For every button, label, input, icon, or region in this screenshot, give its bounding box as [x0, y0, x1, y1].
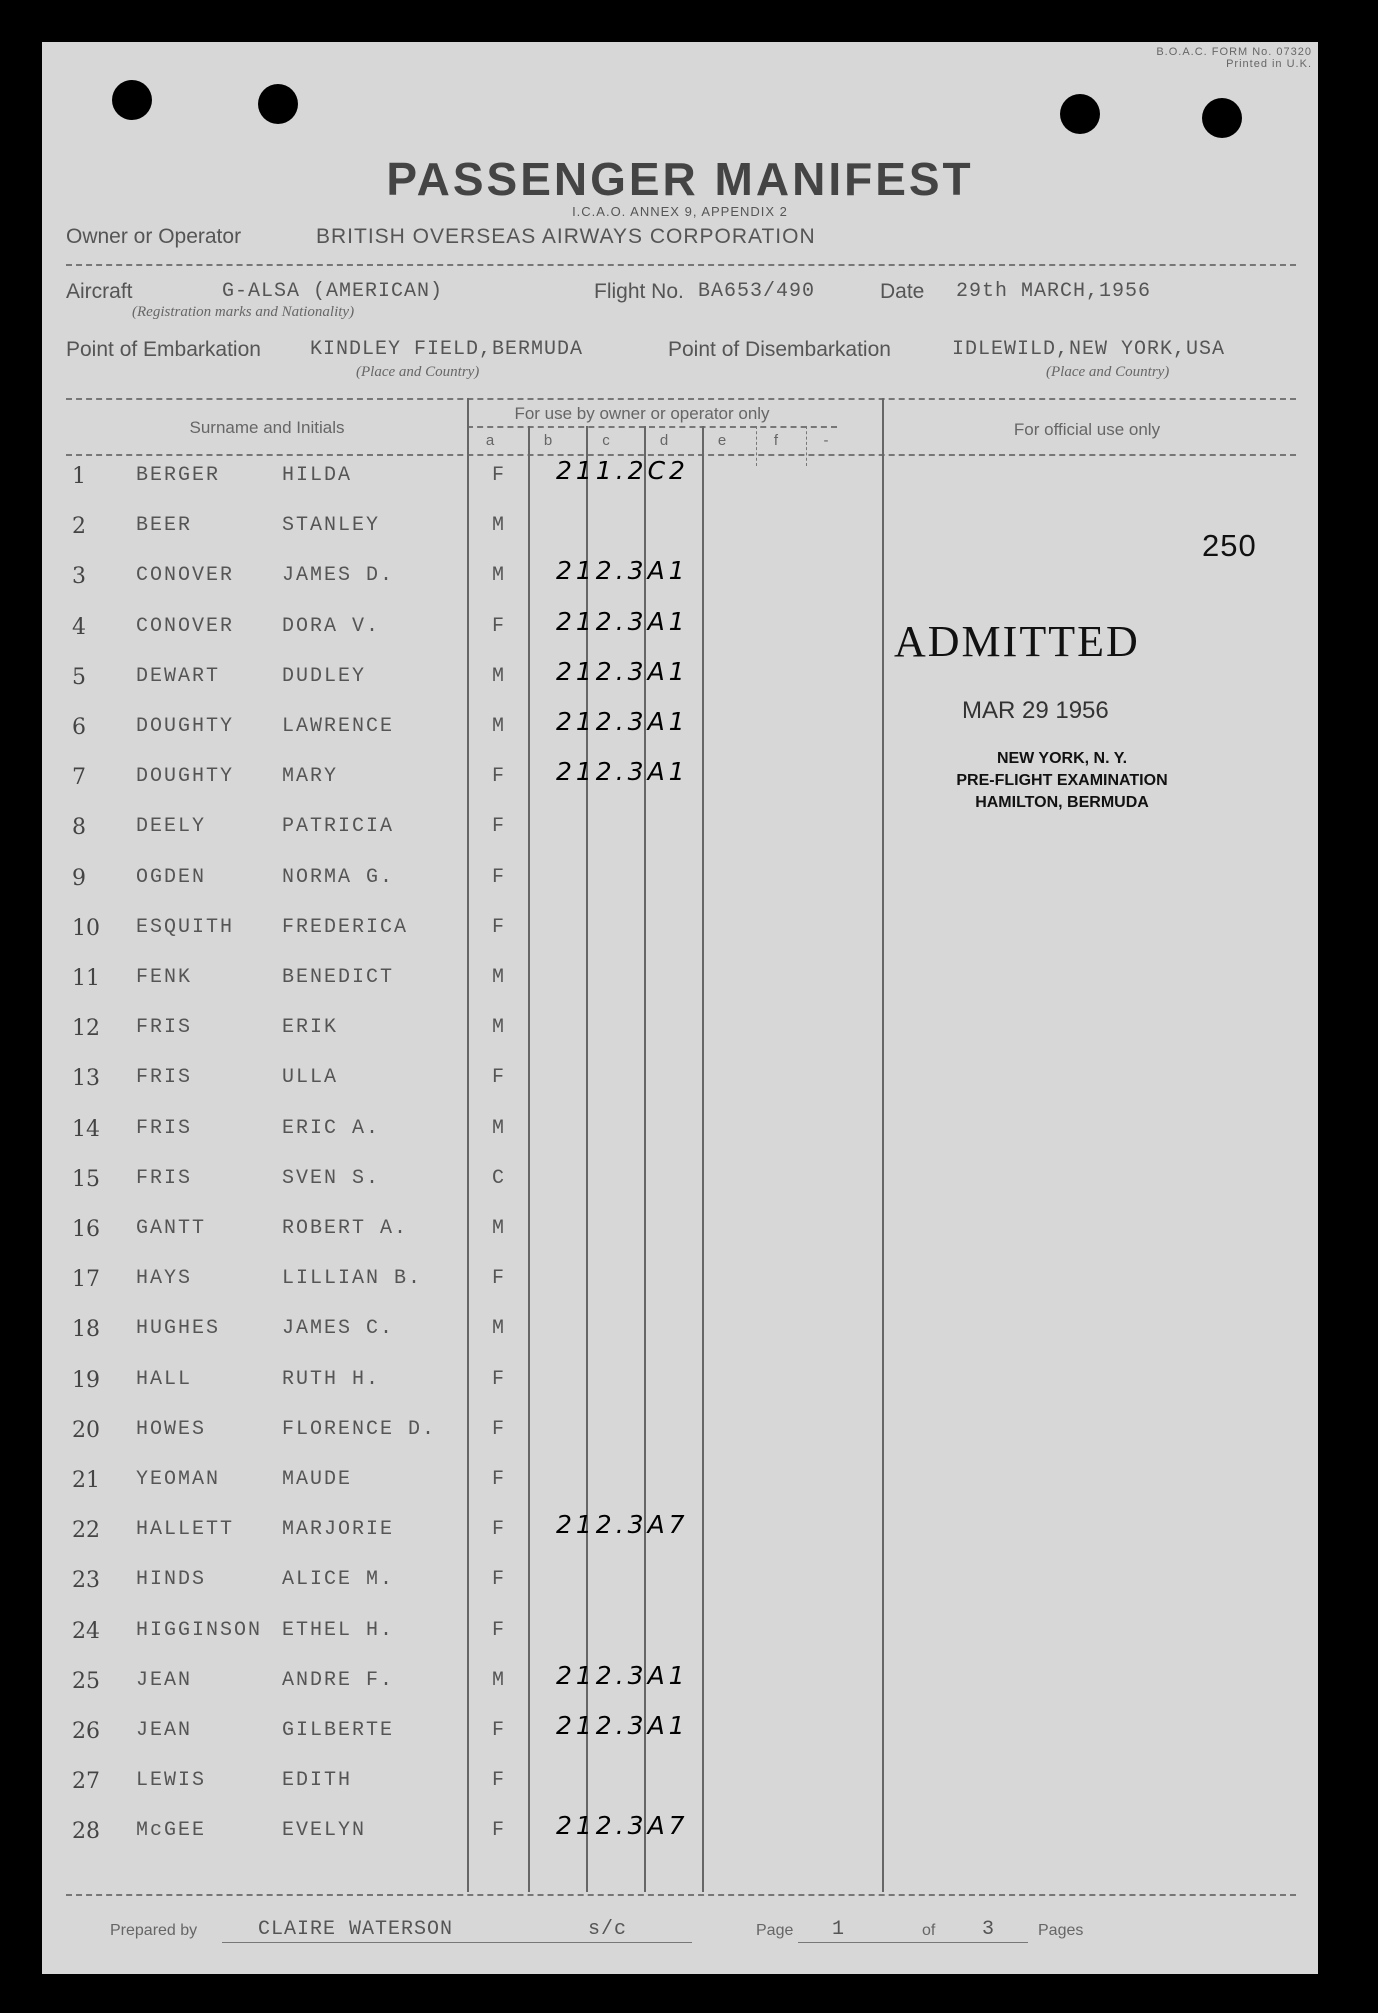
manifest-page [42, 42, 1318, 1974]
passenger-row [42, 655, 782, 705]
passenger-given-name: PATRICIA [282, 815, 395, 839]
printed-in-text: Printed in U.K. [1226, 58, 1312, 70]
divider [66, 1894, 1296, 1896]
passenger-given-name: ANDRE F. [282, 1668, 395, 1692]
passenger-number: 16 [72, 1217, 100, 1242]
divider [66, 264, 1296, 266]
passenger-given-name: LAWRENCE [282, 715, 395, 738]
punch-hole [258, 84, 298, 124]
passenger-surname: FRIS [136, 1116, 193, 1140]
passenger-number: 18 [72, 1317, 100, 1343]
passenger-sex: M [492, 1668, 505, 1692]
disembarkation-caption: (Place and Country) [1046, 364, 1170, 380]
flight-value: BA653/490 [698, 280, 816, 303]
passenger-surname: BERGER [136, 464, 221, 487]
passenger-row [42, 454, 782, 504]
prepared-by-value: CLAIRE WATERSON [258, 1918, 454, 1941]
operator-label: Owner or Operator [66, 225, 242, 248]
passenger-given-name: RUTH H. [282, 1367, 381, 1391]
divider [467, 426, 837, 428]
passenger-sex: F [492, 1618, 505, 1642]
passenger-row [42, 856, 782, 906]
passenger-row [42, 1759, 782, 1809]
passenger-row [42, 605, 782, 655]
passenger-number: 4 [72, 614, 86, 640]
passenger-sex: M [492, 514, 505, 538]
passenger-given-name: HILDA [282, 464, 353, 487]
stamp-line-1: NEW YORK, N. Y. [996, 750, 1128, 767]
passenger-number: 24 [72, 1618, 100, 1644]
passenger-row [42, 1408, 782, 1458]
passenger-number: 22 [72, 1518, 100, 1544]
passenger-number: 2 [72, 514, 86, 540]
passenger-sex: C [492, 1166, 505, 1190]
passenger-code: 212.3A1 [556, 606, 689, 636]
passenger-number: 14 [72, 1116, 100, 1142]
passenger-sex: F [492, 1066, 505, 1090]
column-letter: e [717, 432, 727, 449]
passenger-sex: F [492, 1719, 505, 1742]
passenger-given-name: STANLEY [282, 514, 381, 538]
passenger-given-name: EDITH [282, 1769, 353, 1793]
passenger-number: 27 [72, 1769, 100, 1795]
passenger-number: 28 [72, 1819, 100, 1845]
document-subtitle: I.C.A.O. ANNEX 9, APPENDIX 2 [572, 204, 788, 219]
passenger-given-name: GILBERTE [282, 1719, 395, 1742]
passenger-row [42, 1558, 782, 1608]
passenger-surname: HUGHES [136, 1317, 221, 1341]
passenger-sex: M [492, 1116, 505, 1140]
passenger-number: 5 [72, 664, 86, 690]
pages-label: Pages [1038, 1922, 1084, 1939]
passenger-number: 17 [72, 1267, 100, 1293]
passenger-sex: F [492, 1819, 505, 1843]
column-letter: a [485, 432, 495, 449]
passenger-number: 23 [72, 1568, 100, 1594]
passenger-row [42, 554, 782, 604]
passenger-sex: F [492, 1568, 505, 1592]
passenger-row [42, 1458, 782, 1508]
column-header-operator: For use by owner or operator only [514, 404, 770, 423]
column-letter: b [543, 432, 553, 449]
passenger-row [42, 1257, 782, 1307]
passenger-given-name: MARJORIE [282, 1518, 395, 1542]
passenger-row [42, 705, 782, 755]
passenger-surname: HOWES [136, 1417, 207, 1441]
passenger-surname: CONOVER [136, 614, 235, 638]
passenger-given-name: ALICE M. [282, 1568, 395, 1592]
aircraft-label: Aircraft [66, 280, 133, 303]
passenger-surname: GANTT [136, 1217, 207, 1240]
form-number-text: B.O.A.C. FORM No. 07320 [1156, 46, 1312, 58]
admitted-stamp: ADMITTED [894, 617, 1140, 666]
passenger-number: 25 [72, 1668, 100, 1694]
passenger-given-name: DORA V. [282, 614, 381, 638]
passenger-row [42, 1056, 782, 1106]
column-header-name: Surname and Initials [189, 418, 345, 437]
operator-value: BRITISH OVERSEAS AIRWAYS CORPORATION [316, 225, 816, 248]
column-letter: - [823, 432, 829, 449]
passenger-number: 26 [72, 1719, 100, 1744]
passenger-sex: M [492, 1016, 505, 1040]
passenger-sex: F [492, 1769, 505, 1793]
passenger-row [42, 805, 782, 855]
flight-label: Flight No. [594, 280, 684, 303]
passenger-sex: F [492, 1468, 505, 1491]
passenger-surname: HALL [136, 1367, 193, 1391]
passenger-sex: M [492, 966, 505, 989]
page-label: Page [756, 1922, 794, 1939]
disembarkation-value: IDLEWILD,NEW YORK,USA [952, 338, 1226, 361]
passenger-surname: JEAN [136, 1719, 193, 1742]
passenger-code: 212.3A1 [556, 707, 689, 736]
passenger-number: 21 [72, 1468, 100, 1493]
passenger-code: 212.3A7 [556, 1510, 689, 1540]
passenger-sex: F [492, 1518, 505, 1542]
passenger-given-name: LILLIAN B. [282, 1267, 423, 1291]
page-line [798, 1942, 1028, 1943]
stamp-count: 250 [1202, 528, 1257, 563]
passenger-row [42, 755, 782, 805]
disembarkation-label: Point of Disembarkation [668, 338, 891, 361]
passenger-number: 11 [72, 966, 100, 991]
passenger-sex: F [492, 614, 505, 638]
passenger-given-name: MAUDE [282, 1468, 353, 1491]
passenger-given-name: MARY [282, 765, 339, 789]
passenger-row [42, 956, 782, 1006]
passenger-number: 1 [72, 464, 86, 489]
stamp-line-3: HAMILTON, BERMUDA [975, 794, 1149, 811]
column-header-official: For official use only [1013, 420, 1161, 439]
passenger-surname: HALLETT [136, 1518, 235, 1542]
passenger-given-name: EVELYN [282, 1819, 367, 1843]
passenger-row [42, 906, 782, 956]
document-title: PASSENGER MANIFEST [386, 153, 974, 205]
passenger-code: 212.3A1 [556, 656, 689, 686]
embarkation-caption: (Place and Country) [356, 364, 480, 380]
passenger-sex: F [492, 1417, 505, 1441]
passenger-given-name: JAMES D. [282, 564, 395, 588]
stamp-line-2: PRE-FLIGHT EXAMINATION [956, 772, 1168, 789]
passenger-sex: M [492, 715, 505, 738]
passenger-given-name: FREDERICA [282, 915, 409, 939]
signature-line [222, 1942, 692, 1943]
passenger-surname: FRIS [136, 1066, 193, 1090]
punch-hole [1202, 98, 1242, 138]
passenger-sex: M [492, 1217, 505, 1240]
of-label: of [922, 1922, 936, 1939]
punch-hole [1060, 94, 1100, 134]
passenger-sex: M [492, 1317, 505, 1341]
column-letter: d [659, 432, 669, 449]
passenger-sex: F [492, 765, 505, 789]
passenger-surname: YEOMAN [136, 1468, 221, 1491]
passenger-given-name: DUDLEY [282, 664, 367, 688]
passenger-surname: FRIS [136, 1166, 193, 1190]
passenger-number: 20 [72, 1417, 100, 1443]
passenger-given-name: ERIK [282, 1016, 339, 1040]
passenger-surname: DOUGHTY [136, 715, 235, 738]
passenger-row [42, 1157, 782, 1207]
passenger-surname: McGEE [136, 1819, 207, 1843]
passenger-row [42, 1508, 782, 1558]
date-value: 29th MARCH,1956 [956, 280, 1152, 303]
passenger-code: 212.3A1 [556, 1711, 689, 1740]
passenger-number: 13 [72, 1066, 100, 1092]
passenger-row [42, 1358, 782, 1408]
passenger-number: 7 [72, 765, 86, 791]
passenger-sex: F [492, 865, 505, 889]
column-letter: c [602, 432, 610, 449]
passenger-given-name: FLORENCE D. [282, 1417, 437, 1441]
passenger-list [42, 454, 882, 1894]
passenger-sex: M [492, 564, 505, 588]
passenger-row [42, 1709, 782, 1759]
passenger-number: 19 [72, 1367, 100, 1393]
passenger-surname: FRIS [136, 1016, 193, 1040]
prepared-by-suffix: s/c [588, 1918, 628, 1941]
passenger-surname: HAYS [136, 1267, 193, 1291]
passenger-sex: M [492, 664, 505, 688]
prepared-by-label: Prepared by [110, 1922, 198, 1939]
passenger-number: 9 [72, 865, 86, 891]
stamp-date: MAR 29 1956 [962, 697, 1109, 724]
passenger-code: 212.3A7 [556, 1811, 689, 1841]
passenger-row [42, 504, 782, 554]
punch-hole [112, 80, 152, 120]
passenger-surname: DEWART [136, 664, 221, 688]
passenger-surname: BEER [136, 514, 193, 538]
passenger-row [42, 1307, 782, 1357]
pages-value: 3 [982, 1918, 996, 1941]
passenger-surname: CONOVER [136, 564, 235, 588]
passenger-sex: F [492, 915, 505, 939]
passenger-surname: ESQUITH [136, 915, 235, 939]
passenger-surname: JEAN [136, 1668, 193, 1692]
passenger-code: 211.2C2 [556, 456, 689, 485]
page-value: 1 [832, 1918, 846, 1941]
form-number [1142, 46, 1312, 70]
passenger-given-name: ERIC A. [282, 1116, 381, 1140]
passenger-number: 15 [72, 1166, 100, 1192]
passenger-sex: F [492, 464, 505, 487]
passenger-number: 3 [72, 564, 86, 590]
passenger-sex: F [492, 1367, 505, 1391]
passenger-surname: DEELY [136, 815, 207, 839]
embarkation-value: KINDLEY FIELD,BERMUDA [310, 338, 584, 361]
passenger-surname: DOUGHTY [136, 765, 235, 789]
passenger-row [42, 1006, 782, 1056]
column-letter: f [773, 432, 779, 449]
passenger-code: 212.3A1 [556, 1660, 689, 1690]
aircraft-caption: (Registration marks and Nationality) [132, 304, 355, 320]
divider [66, 398, 1296, 400]
passenger-given-name: ULLA [282, 1066, 339, 1090]
passenger-given-name: BENEDICT [282, 966, 395, 989]
passenger-code: 212.3A1 [556, 556, 689, 586]
passenger-given-name: ETHEL H. [282, 1618, 395, 1642]
column-rule [882, 398, 884, 1892]
passenger-number: 8 [72, 815, 86, 841]
passenger-row [42, 1207, 782, 1257]
passenger-surname: FENK [136, 966, 193, 989]
passenger-number: 6 [72, 715, 86, 740]
passenger-row [42, 1659, 782, 1709]
passenger-row [42, 1809, 782, 1859]
passenger-surname: OGDEN [136, 865, 207, 889]
passenger-surname: HIGGINSON [136, 1618, 263, 1642]
passenger-given-name: ROBERT A. [282, 1217, 409, 1240]
passenger-given-name: SVEN S. [282, 1166, 381, 1190]
passenger-sex: F [492, 815, 505, 839]
aircraft-value: G-ALSA (AMERICAN) [222, 280, 444, 303]
passenger-surname: HINDS [136, 1568, 207, 1592]
passenger-given-name: JAMES C. [282, 1317, 395, 1341]
date-label: Date [880, 280, 925, 303]
passenger-given-name: NORMA G. [282, 865, 395, 889]
embarkation-label: Point of Embarkation [66, 338, 261, 361]
passenger-code: 212.3A1 [556, 757, 689, 787]
passenger-surname: LEWIS [136, 1769, 207, 1793]
passenger-row [42, 1107, 782, 1157]
passenger-row [42, 1609, 782, 1659]
passenger-sex: F [492, 1267, 505, 1291]
passenger-number: 12 [72, 1016, 100, 1042]
passenger-number: 10 [72, 915, 100, 941]
